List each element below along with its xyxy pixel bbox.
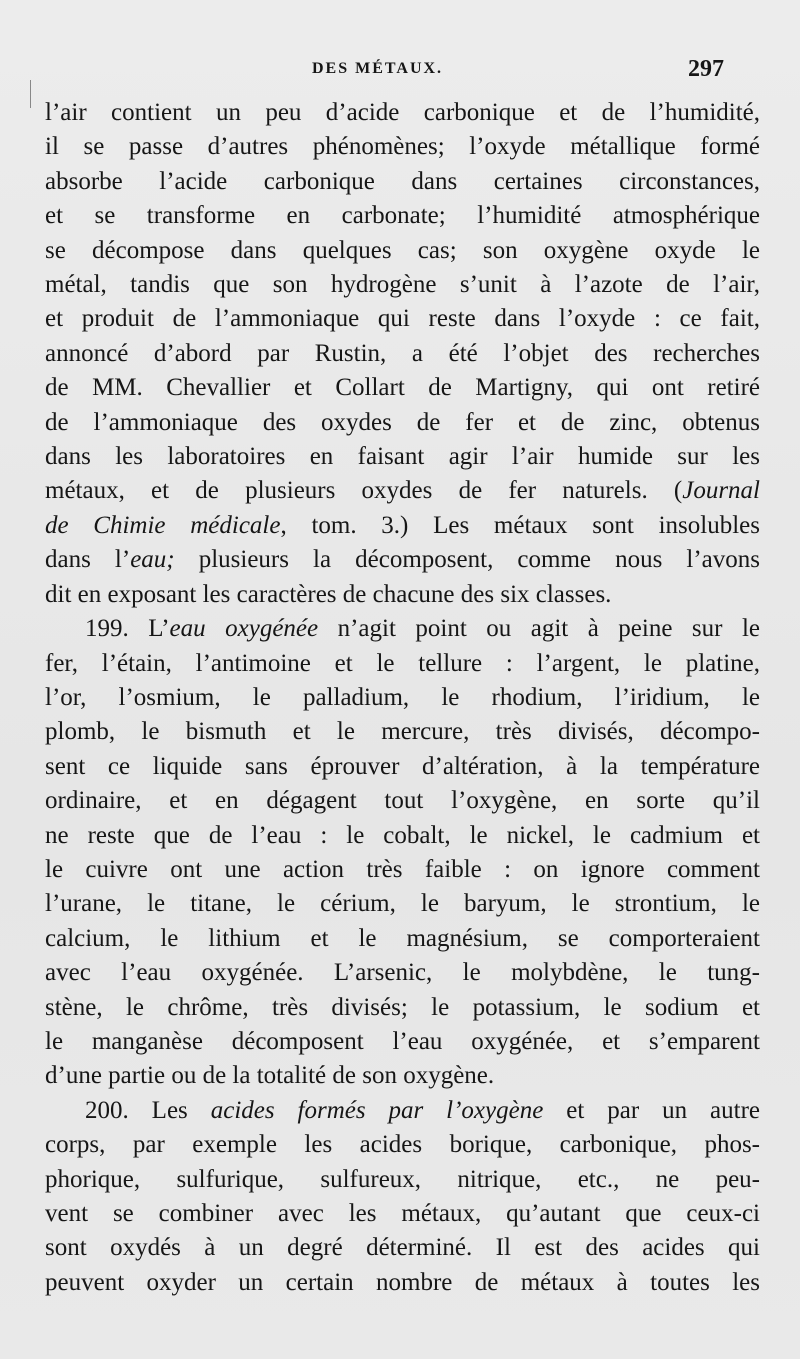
page-number: 297 <box>688 56 724 82</box>
text-segment: métal, tandis que son hydrogène s’unit à l’azote de l’air, <box>45 271 760 299</box>
text-line <box>45 612 760 646</box>
text-line <box>45 509 760 543</box>
text-line <box>45 96 760 130</box>
italic-text: Journal <box>682 477 760 505</box>
text-line <box>45 1059 760 1093</box>
text-segment: il se passe d’autres phénomènes; l’oxyde métallique formé <box>45 133 760 161</box>
text-segment: se décompose dans quelques cas; son oxygène oxyde le <box>45 236 760 264</box>
text-segment: le manganèse décomposent l’eau oxygénée, et s’emparent <box>45 1027 760 1055</box>
text-line <box>45 199 760 233</box>
text-line <box>45 543 760 577</box>
text-line <box>45 371 760 405</box>
text-segment: l’air contient un peu d’acide carbonique et de l’humidité, <box>45 99 760 126</box>
text-segment: avec l’eau oxygénée. L’arsenic, le molybdène, le tung- <box>45 959 760 987</box>
text-line <box>45 1025 760 1059</box>
text-segment: dans l’ <box>45 546 131 574</box>
page-header <box>0 56 800 86</box>
text-segment: ne reste que de l’eau : le cobalt, le nickel, le cadmium et <box>45 821 760 849</box>
text-line <box>45 578 760 612</box>
text-line <box>45 1094 760 1128</box>
text-line <box>45 440 760 474</box>
text-line <box>45 715 760 749</box>
text-segment: sent ce liquide sans éprouver d’altération, à la température <box>45 752 760 780</box>
italic-text: eau; <box>130 546 175 574</box>
italic-text: de Chimie médicale <box>45 511 281 539</box>
text-segment: et se transforme en carbonate; l’humidité atmosphérique <box>45 202 760 230</box>
text-segment: le cuivre ont une action très faible : on ignore comment <box>45 855 760 883</box>
text-line <box>45 956 760 990</box>
text-line <box>45 922 760 956</box>
text-segment: sont oxydés à un degré déterminé. Il est des acides qui <box>45 1234 760 1262</box>
text-segment: phorique, sulfurique, sulfureux, nitrique, etc., ne peu- <box>45 1165 760 1193</box>
text-line <box>45 406 760 440</box>
text-line <box>45 887 760 921</box>
italic-text: acides formés par l’oxygène <box>210 1096 544 1124</box>
text-line <box>45 1163 760 1197</box>
text-line <box>45 234 760 268</box>
text-segment: 199. L’ <box>85 615 170 643</box>
italic-text: eau oxygénée <box>169 615 319 643</box>
text-line <box>45 1266 760 1300</box>
text-line <box>45 130 760 164</box>
text-line <box>45 647 760 681</box>
text-line <box>45 853 760 887</box>
text-segment: peuvent oxyder un certain nombre de métaux à toutes les <box>45 1268 760 1296</box>
text-segment: absorbe l’acide carbonique dans certaines circonstances, <box>45 167 760 195</box>
text-line <box>45 784 760 818</box>
text-segment: de MM. Chevallier et Collart de Martigny, qui ont retiré <box>45 374 760 402</box>
text-segment: n’agit point ou agit à peine sur le <box>318 615 760 643</box>
text-line <box>45 268 760 302</box>
text-line <box>45 1231 760 1265</box>
text-line <box>45 165 760 199</box>
text-segment: plusieurs la décomposent, comme nous l’avons <box>174 546 760 574</box>
text-line <box>45 819 760 853</box>
text-segment: , tom. 3.) Les métaux sont insolubles <box>280 511 760 539</box>
text-segment: corps, par exemple les acides borique, carbonique, phos- <box>45 1131 760 1159</box>
text-line <box>45 337 760 371</box>
text-segment: de l’ammoniaque des oxydes de fer et de zinc, obtenus <box>45 408 760 436</box>
text-segment: d’une partie ou de la totalité de son oxygène. <box>45 1062 495 1090</box>
text-segment: vent se combiner avec les métaux, qu’autant que ceux-ci <box>45 1200 760 1227</box>
text-segment: l’urane, le titane, le cérium, le baryum, le strontium, le <box>45 890 760 918</box>
text-segment: dans les laboratoires en faisant agir l’air humide sur les <box>45 443 760 471</box>
text-segment: calcium, le lithium et le magnésium, se comporteraient <box>45 924 760 952</box>
text-segment: fer, l’étain, l’antimoine et le tellure : l’argent, le platine, <box>45 649 760 677</box>
text-segment: ordinaire, et en dégagent tout l’oxygène, en sorte qu’il <box>45 787 760 815</box>
text-segment: plomb, le bismuth et le mercure, très divisés, décompo- <box>45 718 760 746</box>
text-line <box>45 302 760 336</box>
text-segment: et par un autre <box>543 1096 760 1124</box>
text-segment: stène, le chrôme, très divisés; le potassium, le sodium et <box>45 993 760 1021</box>
text-line <box>45 750 760 784</box>
text-segment: métaux, et de plusieurs oxydes de fer naturels. ( <box>45 477 683 505</box>
text-segment: 200. Les <box>85 1096 211 1124</box>
text-line <box>45 1197 760 1231</box>
running-title: DES MÉTAUX. <box>312 60 444 77</box>
text-segment: et produit de l’ammoniaque qui reste dans l’oxyde : ce fait, <box>45 305 760 333</box>
body-text <box>45 96 760 1300</box>
text-segment: dit en exposant les caractères de chacune des six classes. <box>45 580 612 608</box>
text-line <box>45 474 760 508</box>
text-line <box>45 681 760 715</box>
text-segment: annoncé d’abord par Rustin, a été l’objet des recherches <box>45 339 760 367</box>
text-line <box>45 1128 760 1162</box>
text-segment: l’or, l’osmium, le palladium, le rhodium, l’iridium, le <box>45 683 760 711</box>
text-line <box>45 991 760 1025</box>
